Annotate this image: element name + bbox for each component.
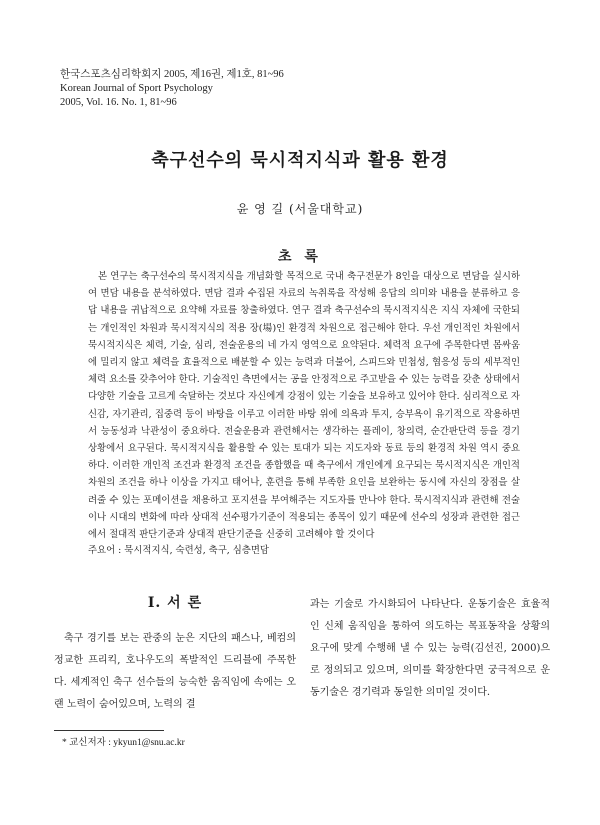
journal-volume-line: 2005, Vol. 16. No. 1, 81~96 xyxy=(60,97,177,108)
keywords: 주요어 : 묵시적지식, 숙련성, 축구, 심층면담 xyxy=(88,545,269,556)
journal-korean-line: 한국스포츠심리학회지 2005, 제16권, 제1호, 81~96 xyxy=(60,69,284,80)
paper-title: 축구선수의 묵시적지식과 활용 환경 xyxy=(151,150,449,171)
abstract-body: 본 연구는 축구선수의 묵시적지식을 개념화할 목적으로 국내 축구전문가 8인을 대상으로 면담을 실시하여 면담 내용을 분석하였다. 면담 결과 수집된 자료의 녹취록을 작성해 응답의 의미와 내용을 분류하고 응답 내용을 귀납적으로 요약해 자료를 창출하였다. 연구 결과 축구선수의 묵시적지식은 지식 자체에 국한되는 개인적인 차원과 묵시적지식의 적용 장(場)인 환경적 차원으로 접근해야 한다. 우선 개인적인 차원에서 묵시적지식은 체력, 기술, 심리, 전술운용의 네 가지 영역으로 요약된다. 체력적 요구에 주목한다면 몸싸움에 밀리지 않고 체력을 효율적으로 배분할 수 있는 능력과 더불어, 스피드와 민첩성, 협응성 등의 세부적인 체력 요소를 갖추어야 한다. 기술적인 측면에서는 공을 안정적으로 주고받을 수 있는 능력을 갖춘 상태에서 다양한 기술을 고르게 숙달하는 것보다 자신에게 강점이 있는 기술을 보유하고 있어야 한다. 심리적으로 자신감, 자기관리, 집중력 등이 바탕을 이루고 이러한 바탕 위에 의욕과 투지, 승부욕이 유기적으로 작용하면서 능동성과 낙관성이 중요하다. 전술운용과 관련해서는 생각하는 플레이, 창의력, 순간판단력 등을 경기 상황에서 요구된다. 묵시적지식을 활용할 수 있는 토대가 되는 지도자와 동료 등의 환경적 차원 역시 중요하다. 이러한 개인적 조건과 환경적 조건을 종합했을 때 축구에서 개인에게 요구되는 묵시적지식은 개인적 차원의 조건을 하나 이상을 가지고 태어나, 훈련을 통해 부족한 요인을 보완하는 동시에 자신의 장점을 살려줄 수 있는 포메이션을 채용하고 포지션을 부여해주는 지도자를 만나야 한다. 묵시적지식과 관련해 전술이나 시대의 변화에 따라 상대적 선수평가기준이 적용되는 종목이 있기 때문에 선수의 성장과 관련한 접근에서 절대적 판단기준과 상대적 판단기준을 신중히 고려해야 할 것이다 xyxy=(88,271,520,541)
journal-english-line: Korean Journal of Sport Psychology xyxy=(60,83,213,94)
section-heading-introduction: Ⅰ. 서 론 xyxy=(147,595,203,611)
right-column xyxy=(310,594,550,704)
author-affiliation: 윤 영 길 (서울대학교) xyxy=(236,202,364,216)
corresponding-author-footnote: * 교신저자 : ykyun1@snu.ac.kr xyxy=(62,738,185,748)
introduction-paragraph-right: 과는 기술로 가시화되어 나타난다. 운동기술은 효율적인 신체 움직임을 통하여 의도하는 목표동작을 상황의 요구에 맞게 수행해 낼 수 있는 능력(김선진, 2000)으로 정의되고 있으며, 의미를 확장한다면 궁극적으로 운동기술은 경기력과 동일한 의미일 것이다. xyxy=(310,599,550,698)
left-column xyxy=(54,592,296,716)
abstract-heading: 초 록 xyxy=(278,249,322,265)
introduction-paragraph-left: 축구 경기를 보는 관중의 눈은 지단의 패스나, 베컴의 정교한 프리킥, 호나우도의 폭발적인 드리블에 주목한다. 세계적인 축구 선수들의 능숙한 움직임에 속에는 오랜 노력이 숨어있으며, 노력의 결 xyxy=(54,633,296,710)
journal-info xyxy=(60,68,284,110)
footnote-divider xyxy=(54,730,164,731)
